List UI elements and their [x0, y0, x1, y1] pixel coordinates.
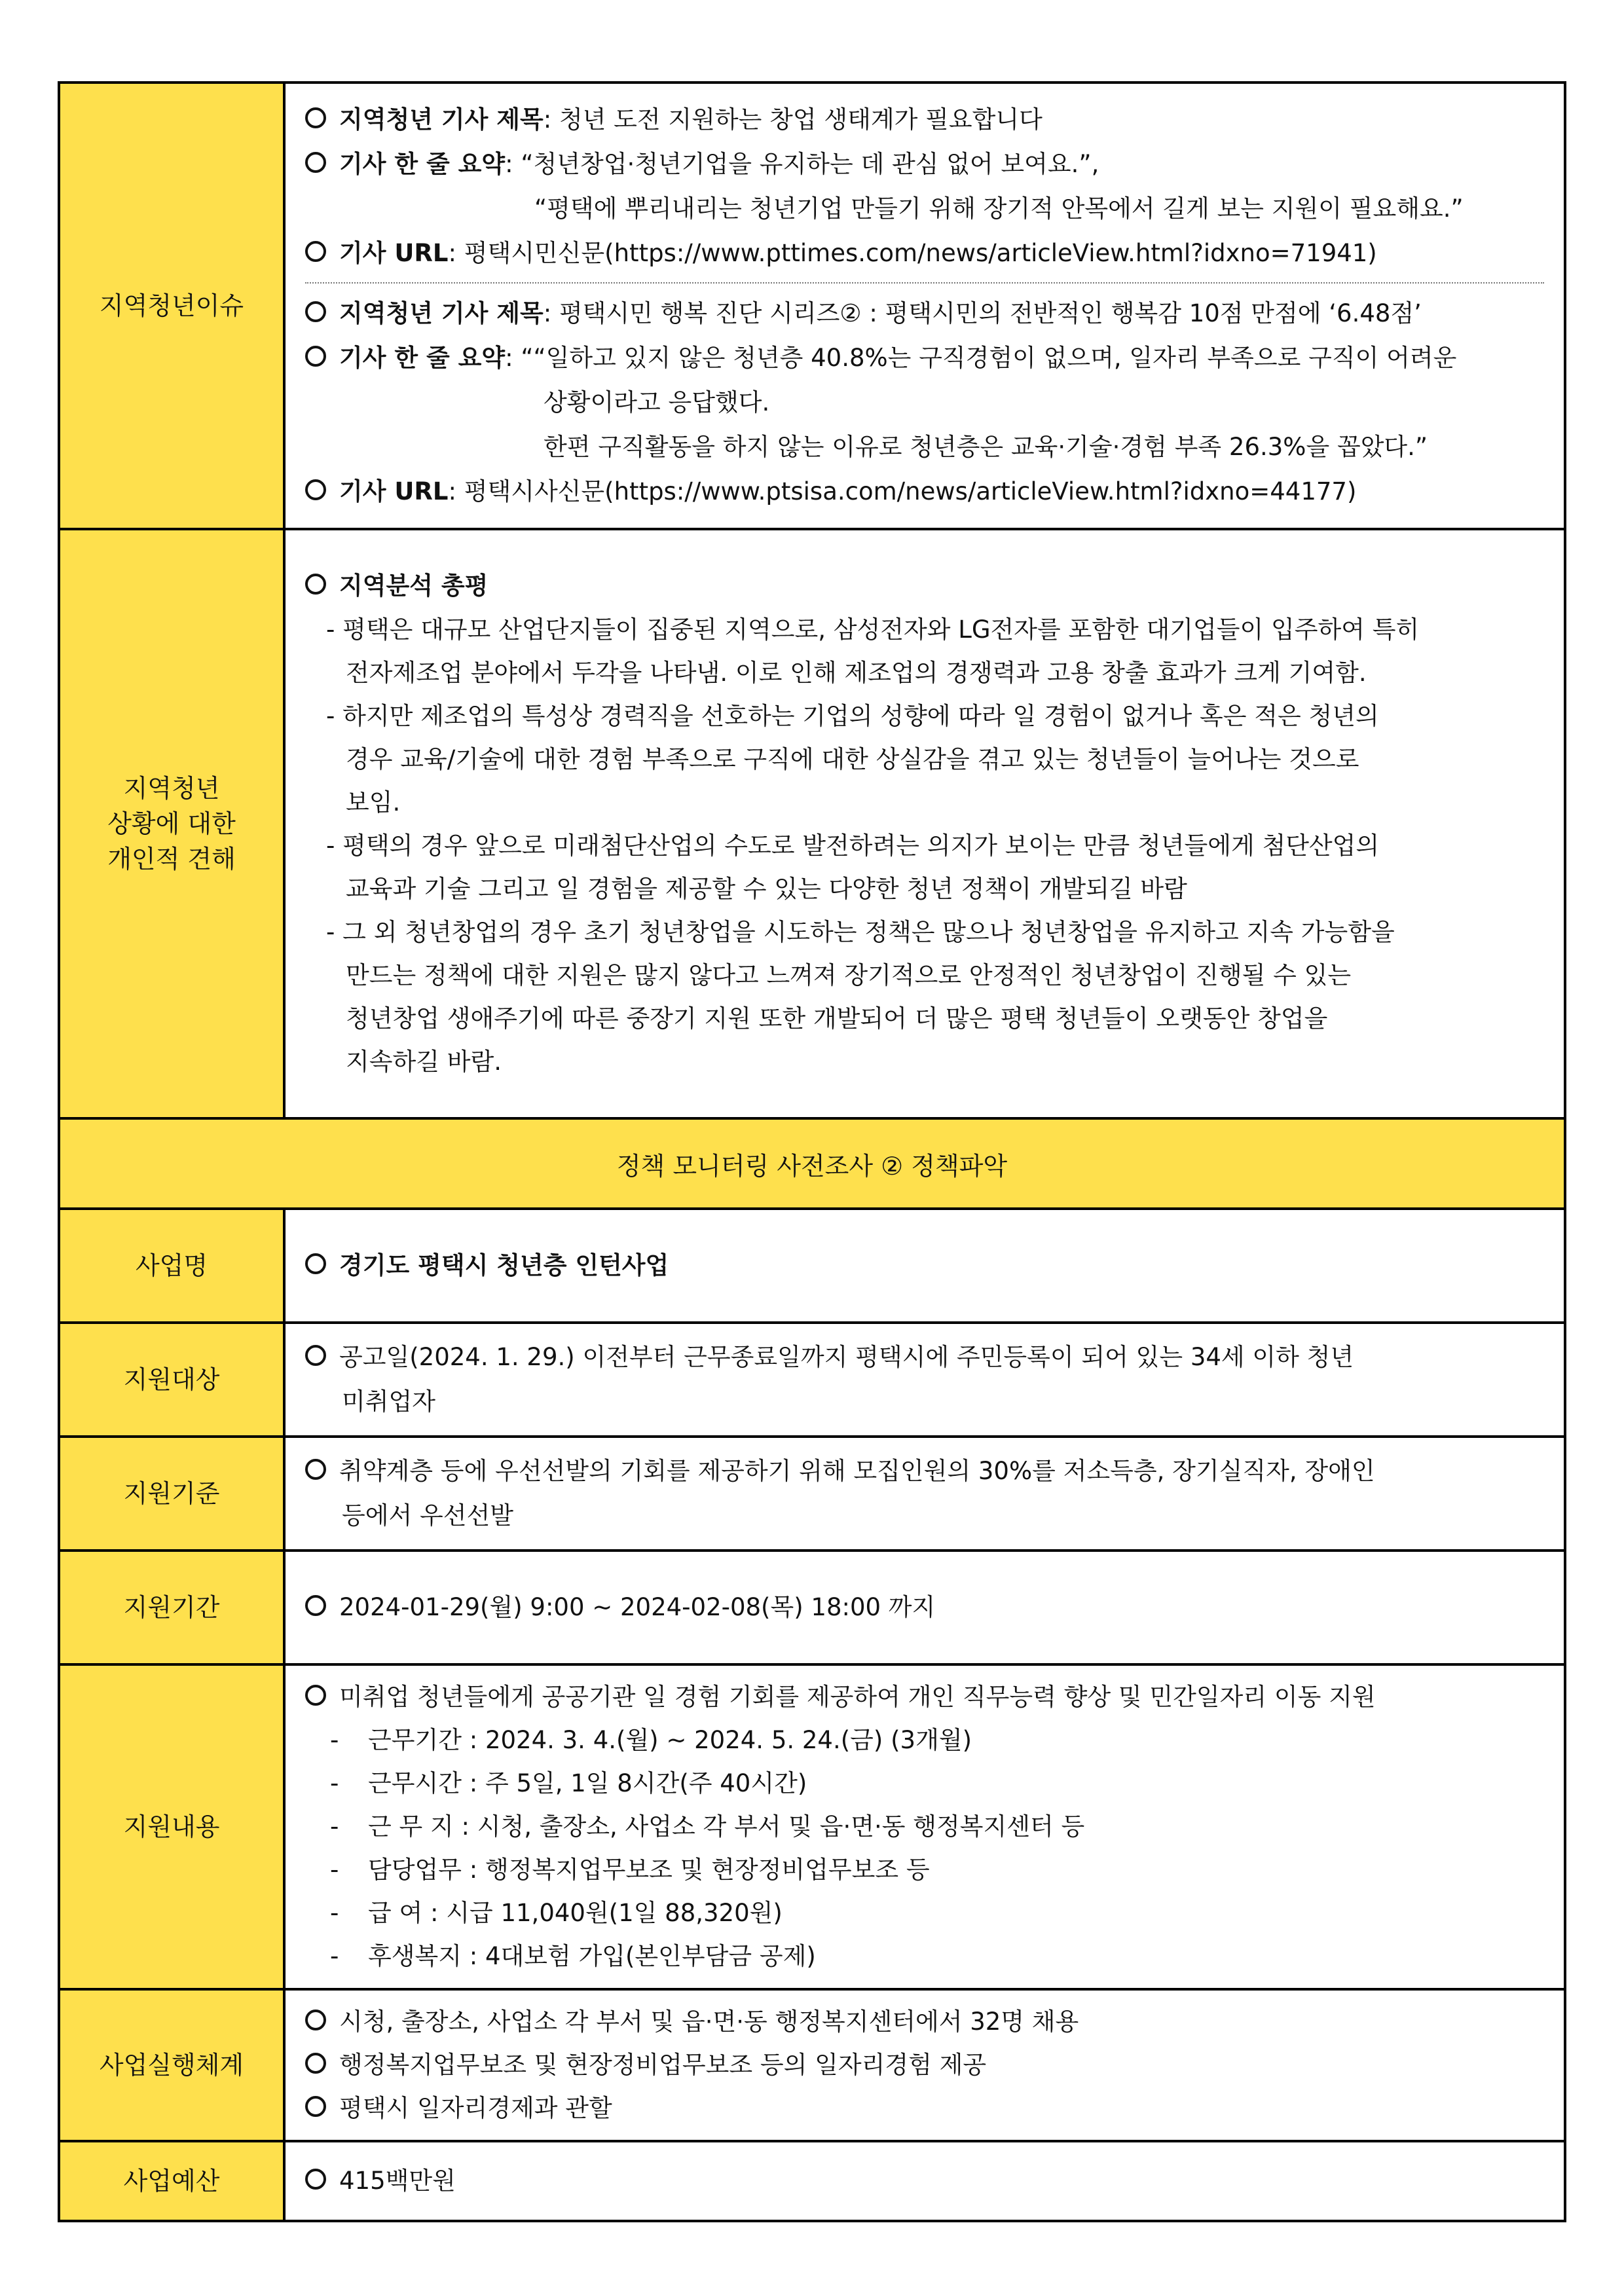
- article-url[interactable]: 평택시민신문(https://www.pttimes.com/news/articleView.html?idxno=71941): [464, 239, 1377, 267]
- opinion-line: 하지만 제조업의 특성상 경력직을 선호하는 기업의 성향에 따라 일 경험이 없거나 혹은 적은 청년의: [342, 702, 1379, 730]
- article-summary-line: “청년창업·청년기업을 유지하는 데 관심 없어 보여요.”,: [521, 150, 1099, 178]
- article-summary-label: 기사 한 줄 요약: [339, 344, 506, 372]
- regional-issues-content: [284, 83, 1565, 529]
- label-target: 지원대상: [59, 1323, 284, 1437]
- label-regional-issues: 지역청년이슈: [59, 83, 284, 529]
- target-line: 공고일(2024. 1. 29.) 이전부터 근무종료일까지 평택시에 주민등록이 되어 있는 34세 이하 청년: [339, 1343, 1354, 1371]
- circle-bullet-icon: [305, 2010, 326, 2030]
- circle-bullet-icon: [305, 574, 326, 595]
- opinion-line: 평택은 대규모 산업단지들이 집중된 지역으로, 삼성전자와 LG전자를 포함한 대기업들이 입주하여 특히: [342, 615, 1420, 644]
- label-execution-system: 사업실행체계: [59, 1989, 284, 2141]
- label-budget: 사업예산: [59, 2141, 284, 2221]
- row-banner: [59, 1118, 1565, 1209]
- support-item: 근무기간 : 2024. 3. 4.(월) ~ 2024. 5. 24.(금) (3개월): [368, 1726, 972, 1754]
- circle-bullet-icon: [305, 2053, 326, 2074]
- support-item: 근무시간 : 주 5일, 1일 8시간(주 40시간): [368, 1769, 807, 1797]
- support-intro: 미취업 청년들에게 공공기관 일 경험 기회를 제공하여 개인 직무능력 향상 및 민간일자리 이동 지원: [339, 1683, 1376, 1711]
- budget-value: 415백만원: [339, 2167, 456, 2195]
- article-title: 평택시민 행복 진단 시리즈② : 평택시민의 전반적인 행복감 10점 만점에 ‘6.48점’: [559, 299, 1422, 327]
- execution-system-content: [284, 1989, 1565, 2141]
- project-name-value: 경기도 평택시 청년층 인턴사업: [339, 1251, 669, 1279]
- budget-content: [284, 2141, 1565, 2221]
- row-personal-opinion: [59, 529, 1565, 1118]
- label-personal-opinion: [59, 529, 284, 1118]
- article-url-label: 기사 URL: [339, 477, 449, 505]
- circle-bullet-icon: [305, 107, 326, 128]
- row-support-content: [59, 1664, 1565, 1989]
- criteria-line: 등에서 우선선발: [342, 1501, 513, 1530]
- article-url-label: 기사 URL: [339, 239, 449, 267]
- article-url[interactable]: 평택시사신문(https://www.ptsisa.com/news/articleView.html?idxno=44177): [464, 477, 1357, 505]
- article-title: 청년 도전 지원하는 창업 생태계가 필요합니다: [559, 105, 1043, 134]
- period-content: [284, 1551, 1565, 1664]
- row-criteria: [59, 1437, 1565, 1551]
- system-line: 시청, 출장소, 사업소 각 부서 및 읍·면·동 행정복지센터에서 32명 채용: [339, 2008, 1079, 2036]
- system-line: 행정복지업무보조 및 현장정비업무보조 등의 일자리경험 제공: [339, 2051, 987, 2079]
- article-summary-label: 기사 한 줄 요약: [339, 150, 506, 178]
- circle-bullet-icon: [305, 1685, 326, 1706]
- section-banner: 정책 모니터링 사전조사 ② 정책파악: [59, 1118, 1565, 1209]
- personal-opinion-content: 지역분석 총평 - 평택은 대규모 산업단지들이 집중된 지역으로, 삼성전자와 LG전자를 포함한 대기업들이 입주하여 특히 전자제조업 분야에서 두각을 나타냄. 이로 인해 제조업의 경쟁력과 고용 창출 효과가 크게 기여함. - 하지만 제조업의 특성상 경력직을 선호하는 기업의 성향에 따라 일 경험이 없거나 혹은 적은 청년의 경우 교육/기술에 대한 경험 부족으로 구직에 대한 상실감을 겪고 있는 청년들이 늘어나는 것으로 보임. - 평택의 경우 앞으로 미래첨단산업의 수도로 발전하려는 의지가 보이는 만큼 청년들에게 첨단산업의 교육과 기술 그리고 일 경험을 제공할 수 있는 다양한 청년 정책이 개발되길 바람 - 그 외 청년창업의 경우 초기 청년창업을 시도하는 정책은 많으나 청년창업을 유지하고 지속 가능함을 만드는 정책에 대한 지원은 많지 않다고 느껴져 장기적으로 안정적인 청년창업이 진행될 수 있는 청년창업 생애주기에 따른 중장기 지원 또한 개발되어 더 많은 평택 청년들이 오랫동안 창업을 지속하길 바람.: [284, 529, 1565, 1118]
- article-title-label: 지역청년 기사 제목: [339, 299, 544, 327]
- circle-bullet-icon: [305, 2096, 326, 2117]
- opinion-line: 교육과 기술 그리고 일 경험을 제공할 수 있는 다양한 청년 정책이 개발되길 바람: [346, 875, 1187, 903]
- opinion-line: 보임.: [346, 788, 401, 817]
- opinion-line: 전자제조업 분야에서 두각을 나타냄. 이로 인해 제조업의 경쟁력과 고용 창출 효과가 크게 기여함.: [346, 659, 1367, 687]
- label-project-name: 사업명: [59, 1209, 284, 1323]
- row-project-name: [59, 1209, 1565, 1323]
- article-title-label: 지역청년 기사 제목: [339, 105, 544, 134]
- row-execution-system: [59, 1989, 1565, 2141]
- circle-bullet-icon: [305, 2169, 326, 2190]
- support-item: 급 여 : 시급 11,040원(1일 88,320원): [368, 1899, 783, 1927]
- opinion-line: 만드는 정책에 대한 지원은 많지 않다고 느껴져 장기적으로 안정적인 청년창업이 진행될 수 있는: [346, 961, 1352, 989]
- circle-bullet-icon: [305, 152, 326, 173]
- label-line: 개인적 견해: [107, 845, 236, 873]
- circle-bullet-icon: [305, 1345, 326, 1366]
- support-item: 후생복지 : 4대보험 가입(본인부담금 공제): [368, 1942, 816, 1970]
- label-support-content: 지원내용: [59, 1664, 284, 1989]
- opinion-line: 평택의 경우 앞으로 미래첨단산업의 수도로 발전하려는 의지가 보이는 만큼 청년들에게 첨단산업의: [342, 832, 1380, 860]
- article-summary-line: 상황이라고 응답했다.: [544, 388, 770, 416]
- policy-monitoring-table: [58, 81, 1566, 2222]
- article-1: 지역청년 기사 제목: 청년 도전 지원하는 창업 생태계가 필요합니다 기사 한 줄 요약: “청년창업·청년기업을 유지하는 데 관심 없어 보여요.”, “평택에 뿌리내리는 청년기업 만들기 위해 장기적 안목에서 길게 보는 지원이 필요해요.” 기사 URL: 평택시민신문(https://www.pttimes.com/news/articleView.html?idxno=71941): [305, 98, 1544, 276]
- circle-bullet-icon: [305, 479, 326, 500]
- support-item: 근 무 지 : 시청, 출장소, 사업소 각 부서 및 읍·면·동 행정복지센터 등: [368, 1812, 1085, 1841]
- label-period: 지원기간: [59, 1551, 284, 1664]
- opinion-line: 경우 교육/기술에 대한 경험 부족으로 구직에 대한 상실감을 겪고 있는 청년들이 늘어나는 것으로: [346, 745, 1359, 773]
- opinion-line: 청년창업 생애주기에 따른 중장기 지원 또한 개발되어 더 많은 평택 청년들이 오랫동안 창업을: [346, 1004, 1328, 1033]
- article-2: 지역청년 기사 제목: 평택시민 행복 진단 시리즈② : 평택시민의 전반적인 행복감 10점 만점에 ‘6.48점’ 기사 한 줄 요약: ““일하고 있지 않은 청년층 40.8%는 구직경험이 없으며, 일자리 부족으로 구직이 어려운 상황이라고 응답했다. 한편 구직활동을 하지 않는 이유로 청년층은 교육·기술·경험 부족 26.3%을 꼽았다.” 기사 URL: 평택시사신문(https://www.ptsisa.com/news/articleView.html?idxno=44177): [305, 291, 1544, 514]
- label-line: 상황에 대한: [107, 809, 236, 838]
- dotted-divider: [305, 282, 1544, 284]
- criteria-line: 취약계층 등에 우선선발의 기회를 제공하기 위해 모집인원의 30%를 저소득층, 장기실직자, 장애인: [339, 1457, 1375, 1485]
- row-period: [59, 1551, 1565, 1664]
- circle-bullet-icon: [305, 346, 326, 367]
- opinion-line: 그 외 청년창업의 경우 초기 청년창업을 시도하는 정책은 많으나 청년창업을 유지하고 지속 가능함을: [342, 918, 1395, 946]
- target-line: 미취업자: [342, 1387, 435, 1416]
- row-budget: [59, 2141, 1565, 2221]
- label-line: 지역청년: [123, 774, 220, 803]
- circle-bullet-icon: [305, 1459, 326, 1480]
- system-line: 평택시 일자리경제과 관할: [339, 2094, 612, 2122]
- row-target: [59, 1323, 1565, 1437]
- row-regional-issues: [59, 83, 1565, 529]
- project-name-content: [284, 1209, 1565, 1323]
- circle-bullet-icon: [305, 241, 326, 262]
- circle-bullet-icon: [305, 1595, 326, 1616]
- target-content: [284, 1323, 1565, 1437]
- support-content: 미취업 청년들에게 공공기관 일 경험 기회를 제공하여 개인 직무능력 향상 및 민간일자리 이동 지원 - 근무기간 : 2024. 3. 4.(월) ~ 2024. 5. 24.(금) (3개월) - 근무시간 : 주 5일, 1일 8시간(주 40시간) - 근 무 지 : 시청, 출장소, 사업소 각 부서 및 읍·면·동 행정복지센터 등 - 담당업무 : 행정복지업무보조 및 현장정비업무보조 등 - 급 여 : 시급 11,040원(1일 88,320원) - 후생복지 : 4대보험 가입(본인부담금 공제): [284, 1664, 1565, 1989]
- opinion-line: 지속하길 바람.: [346, 1048, 502, 1076]
- period-value: 2024-01-29(월) 9:00 ~ 2024-02-08(목) 18:00 까지: [339, 1593, 936, 1621]
- article-summary-line: “평택에 뿌리내리는 청년기업 만들기 위해 장기적 안목에서 길게 보는 지원이 필요해요.”: [534, 194, 1464, 223]
- article-summary-line: ““일하고 있지 않은 청년층 40.8%는 구직경험이 없으며, 일자리 부족으로 구직이 어려운: [521, 344, 1457, 372]
- label-criteria: 지원기준: [59, 1437, 284, 1551]
- opinion-heading: 지역분석 총평: [339, 572, 489, 600]
- circle-bullet-icon: [305, 1253, 326, 1274]
- article-summary-line: 한편 구직활동을 하지 않는 이유로 청년층은 교육·기술·경험 부족 26.3%을 꼽았다.”: [544, 433, 1428, 461]
- circle-bullet-icon: [305, 301, 326, 322]
- support-item: 담당업무 : 행정복지업무보조 및 현장정비업무보조 등: [368, 1856, 930, 1884]
- criteria-content: [284, 1437, 1565, 1551]
